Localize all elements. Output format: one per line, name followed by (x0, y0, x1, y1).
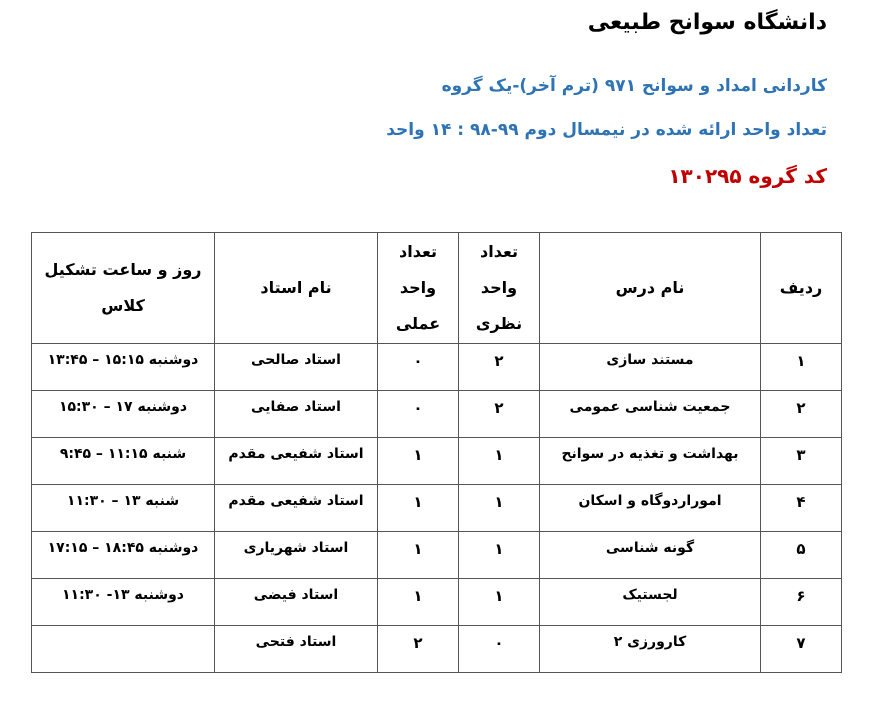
cell-course-name: گونه شناسی (540, 532, 761, 579)
cell-theory-units: ۲ (459, 391, 540, 438)
header-teacher-name: نام استاد (215, 233, 378, 344)
cell-course-name: بهداشت و تغذیه در سوانح (540, 438, 761, 485)
cell-teacher-name: استاد شهریاری (215, 532, 378, 579)
units-line: تعداد واحد ارائه شده در نیمسال دوم ۹۹-۹۸ : ۱۴ واحد (386, 120, 827, 140)
header-course-name: نام درس (540, 233, 761, 344)
program-line: کاردانی امداد و سوانح ۹۷۱ (ترم آخر)-یک گروه (441, 76, 827, 96)
cell-row-number: ۱ (761, 344, 842, 391)
cell-practical-units: ۱ (378, 532, 459, 579)
header-theory-line2: واحد (480, 278, 518, 297)
cell-course-name: اموراردوگاه و اسکان (540, 485, 761, 532)
cell-class-time: دوشنبه ۱۵:۱۵ – ۱۳:۴۵ (32, 344, 215, 391)
cell-row-number: ۷ (761, 626, 842, 673)
cell-class-time: شنبه ۱۳ – ۱۱:۳۰ (32, 485, 215, 532)
cell-theory-units: ۱ (459, 579, 540, 626)
cell-row-number: ۴ (761, 485, 842, 532)
table-body (32, 344, 842, 673)
header-theory-line3: نظری (475, 314, 523, 333)
document-title: دانشگاه سوانح طبیعی (587, 10, 827, 35)
cell-teacher-name: استاد شفیعی مقدم (215, 438, 378, 485)
table-row (32, 344, 842, 391)
cell-theory-units: ۱ (459, 485, 540, 532)
table-header-row (32, 233, 842, 344)
header-practical-units (378, 233, 459, 344)
cell-class-time: دوشنبه ۱۷ – ۱۵:۳۰ (32, 391, 215, 438)
cell-practical-units: ۰ (378, 344, 459, 391)
table-row (32, 579, 842, 626)
table-row (32, 626, 842, 673)
cell-practical-units: ۱ (378, 579, 459, 626)
cell-theory-units: ۰ (459, 626, 540, 673)
cell-teacher-name: استاد صفایی (215, 391, 378, 438)
table-row (32, 438, 842, 485)
group-code-line: کد گروه ۱۳۰۲۹۵ (668, 164, 827, 188)
table-row (32, 485, 842, 532)
cell-class-time: دوشنبه ۱۸:۴۵ – ۱۷:۱۵ (32, 532, 215, 579)
cell-practical-units: ۲ (378, 626, 459, 673)
cell-course-name: کارورزی ۲ (540, 626, 761, 673)
cell-practical-units: ۱ (378, 438, 459, 485)
header-practical-line3: عملی (395, 314, 441, 333)
cell-teacher-name: استاد صالحی (215, 344, 378, 391)
cell-teacher-name: استاد فیضی (215, 579, 378, 626)
header-class-time: روز و ساعت تشکیل کلاس (32, 233, 215, 344)
schedule-table (31, 232, 842, 673)
cell-class-time (32, 626, 215, 673)
table-row (32, 391, 842, 438)
cell-practical-units: ۰ (378, 391, 459, 438)
cell-row-number: ۵ (761, 532, 842, 579)
cell-course-name: جمعیت شناسی عمومی (540, 391, 761, 438)
header-theory-line1: تعداد (480, 242, 518, 261)
cell-course-name: مستند سازی (540, 344, 761, 391)
header-row-number: ردیف (761, 233, 842, 344)
header-theory-units (459, 233, 540, 344)
cell-teacher-name: استاد شفیعی مقدم (215, 485, 378, 532)
header-practical-line2: واحد (399, 278, 437, 297)
cell-practical-units: ۱ (378, 485, 459, 532)
cell-theory-units: ۱ (459, 438, 540, 485)
cell-course-name: لجستیک (540, 579, 761, 626)
cell-row-number: ۲ (761, 391, 842, 438)
header-practical-line1: تعداد (399, 242, 437, 261)
cell-class-time: دوشنبه ۱۳- ۱۱:۳۰ (32, 579, 215, 626)
cell-row-number: ۳ (761, 438, 842, 485)
cell-theory-units: ۱ (459, 532, 540, 579)
cell-theory-units: ۲ (459, 344, 540, 391)
cell-teacher-name: استاد فتحی (215, 626, 378, 673)
cell-class-time: شنبه ۱۱:۱۵ – ۹:۴۵ (32, 438, 215, 485)
cell-row-number: ۶ (761, 579, 842, 626)
table-row (32, 532, 842, 579)
